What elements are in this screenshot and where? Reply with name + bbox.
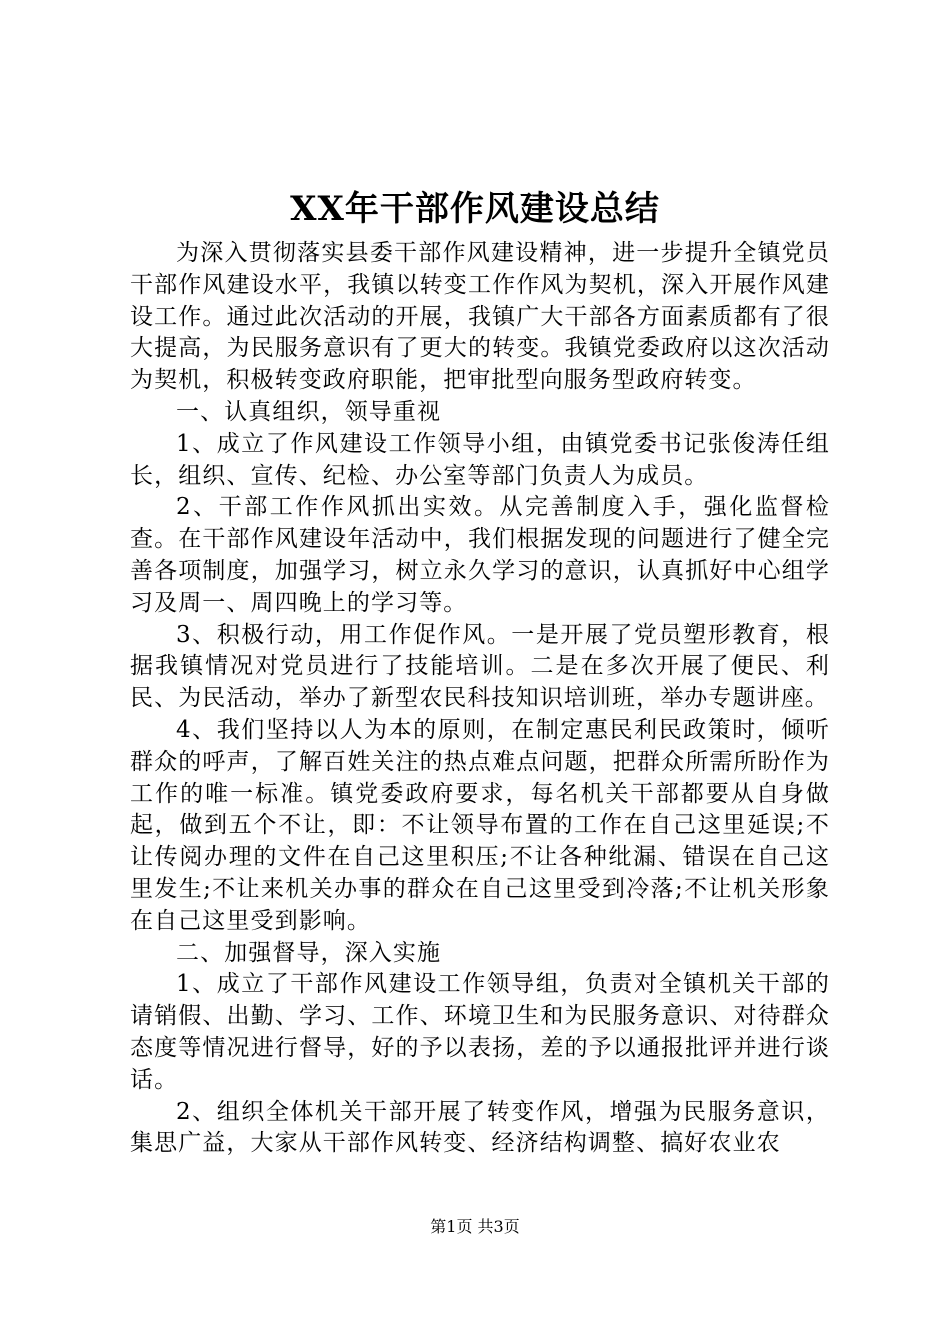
paragraph-1-2: 2、干部工作作风抓出实效。从完善制度入手，强化监督检查。在干部作风建设年活动中，我们根据发现的问题进行了健全完善各项制度，加强学习，树立永久学习的意识，认真抓好中心组学习及周一、周四晚上的学习等。 [130,494,830,616]
paragraph-2-1: 1、成立了干部作风建设工作领导组，负责对全镇机关干部的请销假、出勤、学习、工作、环境卫生和为民服务意识、对待群众态度等情况进行督导，好的予以表扬，差的予以通报批评并进行谈话。 [130,971,830,1093]
section-heading-1: 一、认真组织，领导重视 [176,398,442,425]
paragraph-2-2: 2、组织全体机关干部开展了转变作风，增强为民服务意识，集思广益，大家从干部作风转变、经济结构调整、搞好农业农 [130,1098,830,1157]
paragraph-1-4: 4、我们坚持以人为本的原则，在制定惠民利民政策时，倾听群众的呼声，了解百姓关注的热点难点问题，把群众所需所盼作为工作的唯一标准。镇党委政府要求，每名机关干部都要从自身做起，做到五个不让，即：不让领导布置的工作在自己这里延误;不让传阅办理的文件在自己这里积压;不让各种纰漏、错误在自己这里发生;不让来机关办事的群众在自己这里受到冷落;不让机关形象在自己这里受到影响。 [130,716,830,934]
page-footer: 第1页 共3页 [430,1217,520,1236]
paragraph-1-1: 1、成立了作风建设工作领导小组，由镇党委书记张俊涛任组长，组织、宣传、纪检、办公室等部门负责人为成员。 [130,430,830,489]
section-heading-2: 二、加强督导，深入实施 [176,939,442,966]
document-body [130,238,830,1160]
intro-paragraph: 为深入贯彻落实县委干部作风建设精神，进一步提升全镇党员干部作风建设水平，我镇以转变工作作风为契机，深入开展作风建设工作。通过此次活动的开展，我镇广大干部各方面素质都有了很大提高，为民服务意识有了更大的转变。我镇党委政府以这次活动为契机，积极转变政府职能，把审批型向服务型政府转变。 [130,240,830,394]
document-title: XX年干部作风建设总结 [290,189,660,229]
paragraph-1-3: 3、积极行动，用工作促作风。一是开展了党员塑形教育，根据我镇情况对党员进行了技能培训。二是在多次开展了便民、利民、为民活动，举办了新型农民科技知识培训班，举办专题讲座。 [130,621,830,712]
